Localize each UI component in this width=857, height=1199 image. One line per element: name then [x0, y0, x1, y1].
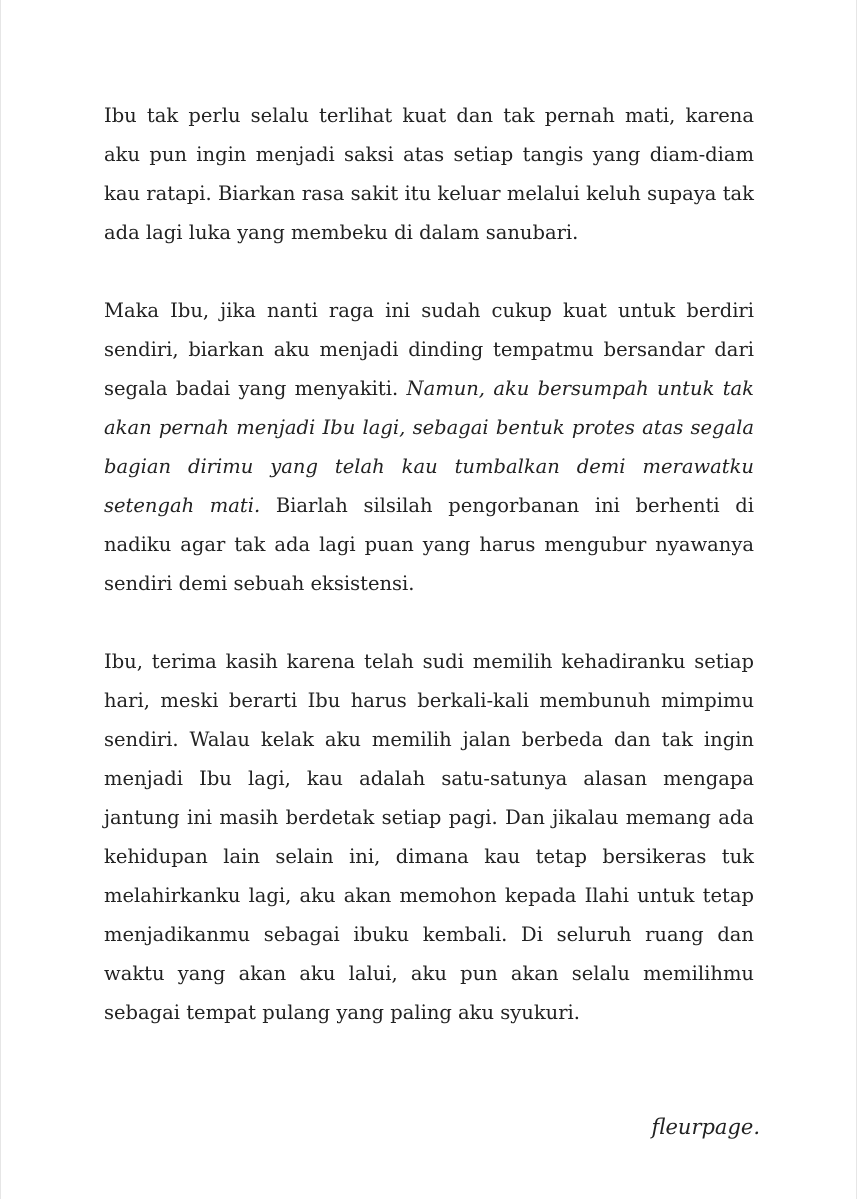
letter-body	[104, 96, 754, 1071]
paragraph-1: Ibu tak perlu selalu terlihat kuat dan tak pernah mati, karena aku pun ingin menjadi saksi atas setiap tangis yang diam-diam kau ratapi. Biarkan rasa sakit itu keluar melalui keluh supaya tak ada lagi luka yang membeku di dalam sanubari.	[104, 104, 754, 244]
paragraph-2-italic: Namun, aku bersumpah untuk tak akan pernah menjadi Ibu lagi, sebagai bentuk protes atas segala bagian dirimu yang telah kau tumbalkan demi merawatku setengah mati.	[104, 377, 754, 517]
paragraph-2-end: Biarlah silsilah pengorbanan ini berhenti di nadiku agar tak ada lagi puan yang harus mengubur nyawanya sendiri demi sebuah eksistensi.	[104, 494, 754, 595]
paragraph-2-start: Maka Ibu, jika nanti raga ini sudah cukup kuat untuk berdiri sendiri, biarkan aku menjadi dinding tempatmu bersandar dari segala badai yang menyakiti.	[104, 299, 754, 400]
paragraph-2	[104, 291, 754, 603]
paragraph-3: Ibu, terima kasih karena telah sudi memilih kehadiranku setiap hari, meski berarti Ibu harus berkali-kali membunuh mimpimu sendiri. Walau kelak aku memilih jalan berbeda dan tak ingin menjadi Ibu lagi, kau adalah satu-satunya alasan mengapa jantung ini masih berdetak setiap pagi. Dan jikalau memang ada kehidupan lain selain ini, dimana kau tetap bersikeras tuk melahirkanku lagi, aku akan memohon kepada Ilahi untuk tetap menjadikanmu sebagai ibuku kembali. Di seluruh ruang dan waktu yang akan aku lalui, aku pun akan selalu memilihmu sebagai tempat pulang yang paling aku syukuri.	[104, 650, 754, 1024]
signature: fleurpage.	[651, 1115, 760, 1139]
